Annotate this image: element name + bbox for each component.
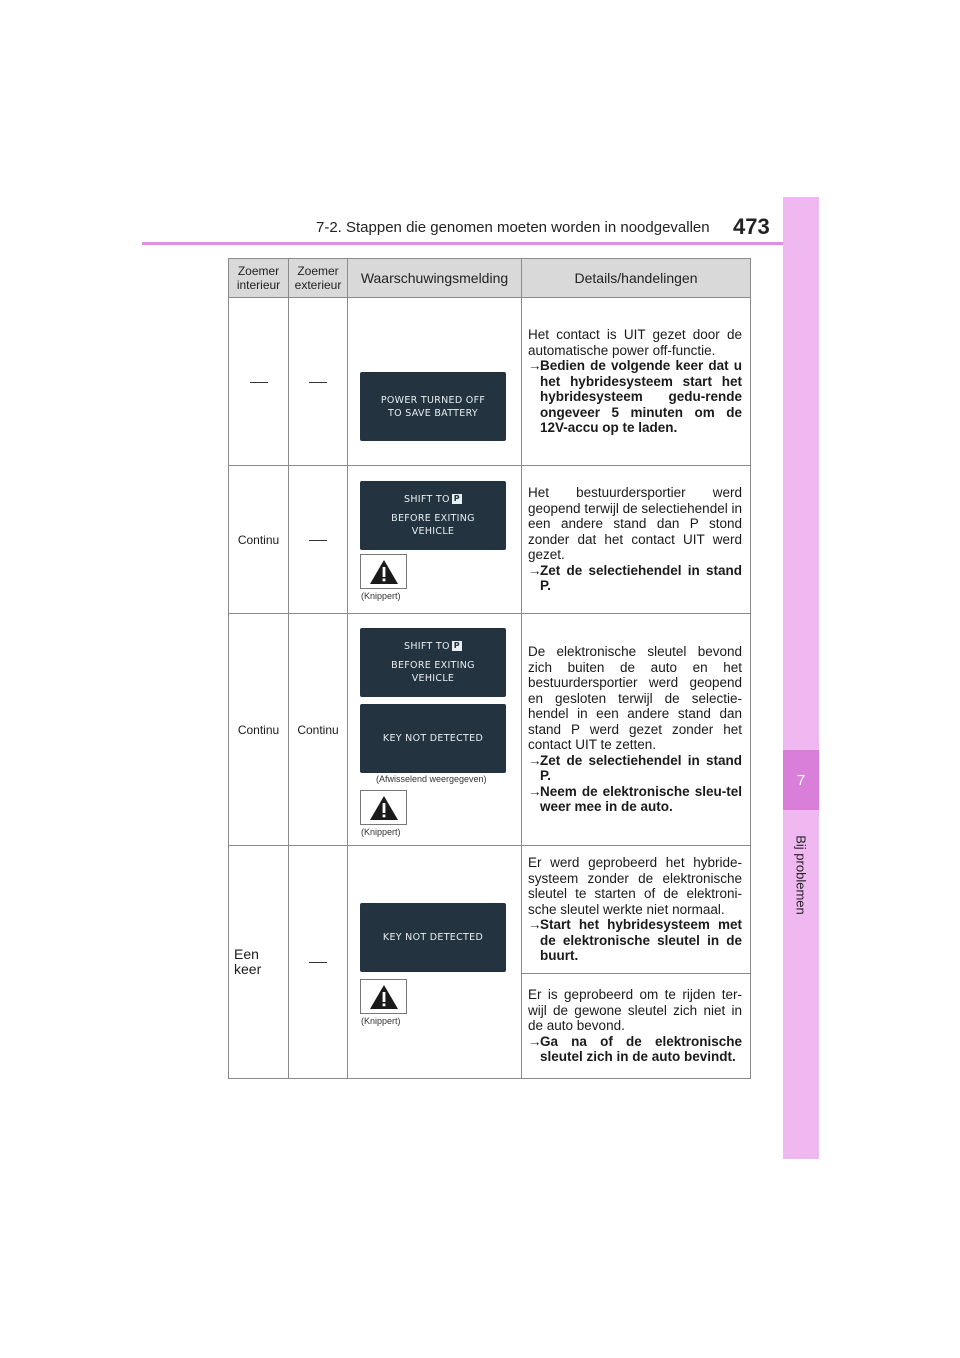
screen-text: POWER TURNED OFF [380, 394, 486, 406]
action-text: Bedien de volgende keer dat u het hybridesysteem start het hybridesysteem gedu-rende ongeveer 5 minuten om de 12V-accu op te laden. [540, 358, 742, 436]
warning-table [228, 258, 751, 1079]
details-text: Het contact is UIT gezet door de automatische power off-functie. [528, 327, 742, 358]
park-indicator-icon: P [453, 641, 460, 650]
display-screen [360, 628, 506, 697]
table-header-row [229, 259, 751, 298]
action-item [528, 917, 742, 964]
details-cell [522, 466, 751, 614]
arrow-icon: → [528, 783, 542, 799]
details-text: Er is geprobeerd om te rijden ter-wijl de gewone sleutel zich niet in de auto bevond. [528, 987, 742, 1034]
table-row [229, 614, 751, 846]
zoemer-interieur-cell: Continu [229, 614, 289, 846]
chapter-number: 7 [796, 771, 806, 789]
action-item [528, 563, 742, 594]
dash-mark [309, 382, 327, 383]
table-row [229, 298, 751, 466]
table-row [229, 846, 751, 974]
details-cell [522, 614, 751, 846]
warning-triangle-icon [369, 984, 399, 1010]
screen-text: BEFORE EXITING [391, 513, 475, 524]
zoemer-interieur-cell [229, 298, 289, 466]
action-item [528, 753, 742, 784]
action-text: Start het hybridesysteem met de elektronische sleutel in de buurt. [540, 917, 742, 964]
col-header-waarschuwingsmelding: Waarschuwingsmelding [348, 259, 522, 298]
screen-text: VEHICLE [411, 673, 455, 684]
table-row [229, 466, 751, 614]
details-text: Het bestuurdersportier werd geopend terwijl de selectiehendel in een andere stand dan P stond zonder dat het contact UIT werd gezet. [528, 485, 742, 563]
zoemer-exterieur-cell [289, 846, 348, 1079]
dash-mark [309, 540, 327, 541]
zoemer-interieur-cell: Een keer [229, 846, 289, 1079]
display-screen [360, 704, 506, 773]
arrow-icon: → [528, 752, 542, 768]
arrow-icon: → [528, 358, 542, 374]
details-cell [522, 974, 751, 1079]
arrow-icon: → [528, 917, 542, 933]
action-text: Zet de selectiehendel in stand P. [540, 562, 742, 594]
screen-text: BEFORE EXITING [391, 660, 475, 671]
warning-light [360, 554, 407, 589]
action-text: Zet de selectiehendel in stand P. [540, 752, 742, 784]
col-header-zoemer-interieur: Zoemer interieur [229, 259, 289, 298]
arrow-icon: → [528, 1033, 542, 1049]
alternating-caption: (Afwisselend weergegeven) [376, 774, 487, 784]
message-cell [348, 614, 522, 846]
message-cell [348, 846, 522, 1079]
chapter-label: Bij problemen [793, 835, 809, 915]
display-screen [360, 903, 506, 972]
screen-text: KEY NOT DETECTED [382, 932, 484, 943]
warning-triangle-icon [369, 559, 399, 585]
details-cell [522, 298, 751, 466]
zoemer-exterieur-cell: Continu [289, 614, 348, 846]
zoemer-interieur-cell: Continu [229, 466, 289, 614]
screen-text: SHIFT TO [404, 494, 450, 505]
screen-text: VEHICLE [411, 526, 455, 537]
park-indicator-icon: P [453, 494, 460, 503]
warning-light [360, 979, 407, 1014]
details-text: De elektronische sleutel bevond zich buiten de auto en het bestuurdersportier werd geopend en gesloten terwijl de selectie-hendel in een andere stand dan stand P werd gezet zonder het contact UIT te zetten. [528, 644, 742, 753]
action-item [528, 1034, 742, 1065]
action-text: Neem de elektronische sleu-tel weer mee in de auto. [540, 783, 742, 815]
col-header-zoemer-exterieur: Zoemer exterieur [289, 259, 348, 298]
action-item [528, 358, 742, 436]
blink-caption: (Knippert) [361, 591, 401, 601]
details-cell [522, 846, 751, 974]
message-cell [348, 466, 522, 614]
page-header-title: 7-2. Stappen die genomen moeten worden in noodgevallen [316, 219, 710, 236]
action-item [528, 784, 742, 815]
page-number: 473 [733, 214, 770, 239]
arrow-icon: → [528, 562, 542, 578]
action-text: Ga na of de elektronische sleutel zich in de auto bevindt. [540, 1033, 742, 1065]
screen-text: TO SAVE BATTERY [388, 407, 478, 419]
screen-line [404, 493, 462, 506]
zoemer-exterieur-cell [289, 298, 348, 466]
screen-text: SHIFT TO [404, 641, 450, 652]
display-screen [360, 372, 506, 441]
warning-triangle-icon [369, 795, 399, 821]
message-cell [348, 298, 522, 466]
header-rule [142, 242, 819, 245]
warning-light [360, 790, 407, 825]
dash-mark [309, 962, 327, 963]
blink-caption: (Knippert) [361, 1016, 401, 1026]
display-screen [360, 481, 506, 550]
chapter-number-box [783, 750, 819, 810]
col-header-details: Details/handelingen [522, 259, 751, 298]
screen-text: KEY NOT DETECTED [382, 733, 484, 744]
dash-mark [250, 382, 268, 383]
details-text: Er werd geprobeerd het hybride-systeem zonder de elektronische sleutel te starten of de elektroni-sche sleutel werkte niet normaal. [528, 855, 742, 917]
screen-line [404, 640, 462, 653]
chapter-side-tab [783, 197, 819, 1159]
blink-caption: (Knippert) [361, 827, 401, 837]
zoemer-exterieur-cell [289, 466, 348, 614]
